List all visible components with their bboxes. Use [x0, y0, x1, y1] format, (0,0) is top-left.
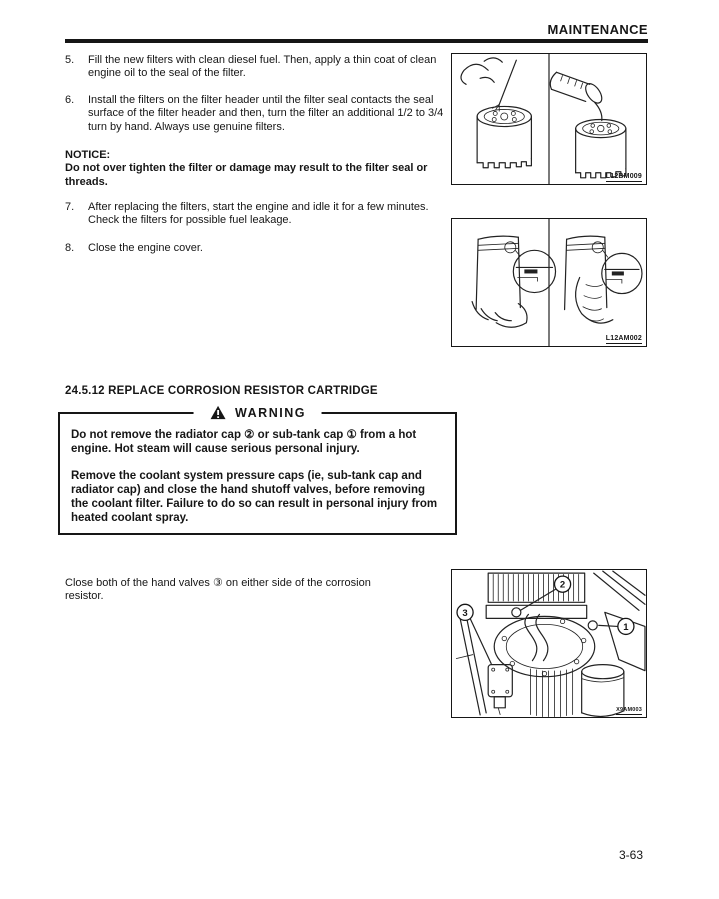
- page-number: 3-63: [619, 848, 644, 862]
- step-number: 6.: [65, 94, 75, 106]
- callout-1: 1: [623, 621, 629, 633]
- warning-title-bar: [193, 405, 322, 420]
- step-text: Install the filters on the filter header until the filter seal contacts the seal surface of the filter header and then, turn the filter an additional 1/2 to 3/4 turn by hand. Always use genuine filters.: [88, 94, 444, 133]
- corrosion-resistor-illustration: [452, 570, 646, 717]
- step-number: 5.: [65, 54, 75, 66]
- step-text: Fill the new filters with clean diesel fuel. Then, apply a thin coat of clean engine oil to the seal of the filter.: [88, 54, 437, 80]
- figure-label: X9AM003: [616, 707, 642, 713]
- warning-paragraph-2: Remove the coolant system pressure caps (ie, sub-tank cap and radiator cap) and close the hand shutoff valves, before removing the coolant filter. Failure to do so can result in personal injury from heated coolant spray.: [71, 470, 438, 524]
- figure-label: L12BM009: [605, 173, 642, 180]
- step-number: 8.: [65, 242, 75, 254]
- notice-label: NOTICE:: [65, 149, 111, 161]
- step-item-5: [65, 54, 449, 81]
- close-valves-text: Close both of the hand valves ③ on either side of the corrosion resistor.: [65, 577, 371, 603]
- step-text: After replacing the filters, start the engine and idle it for a few minutes. Check the filters for possible fuel leakage.: [88, 201, 429, 227]
- figure-fill-filters: [451, 53, 647, 185]
- figure-tighten-filter: [451, 218, 647, 347]
- step-text: Close the engine cover.: [88, 242, 203, 254]
- section-heading: 24.5.12 REPLACE CORROSION RESISTOR CARTRIDGE: [65, 385, 378, 397]
- figure-label: L12AM002: [605, 335, 642, 342]
- step-item-7: [65, 201, 449, 228]
- warning-title: WARNING: [235, 405, 306, 420]
- notice-text: Do not over tighten the filter or damage may result to the filter seal or threads.: [65, 162, 428, 188]
- warning-paragraph-1: Do not remove the radiator cap ② or sub-tank cap ① from a hot engine. Hot steam will cause serious personal injury.: [71, 429, 417, 455]
- notice-block: [65, 149, 449, 189]
- tighten-filter-illustration: [452, 219, 646, 346]
- callout-3: 3: [462, 607, 468, 619]
- step-item-6: [65, 94, 449, 134]
- callout-2: 2: [559, 579, 566, 591]
- step-item-8: [65, 242, 449, 255]
- warning-box: [58, 405, 457, 535]
- page-header-title: MAINTENANCE: [547, 22, 648, 37]
- fill-filters-illustration: [452, 54, 646, 184]
- warning-triangle-icon: [209, 405, 226, 420]
- step-number: 7.: [65, 201, 75, 213]
- header-rule: [65, 39, 648, 43]
- figure-corrosion-resistor-location: [451, 569, 647, 718]
